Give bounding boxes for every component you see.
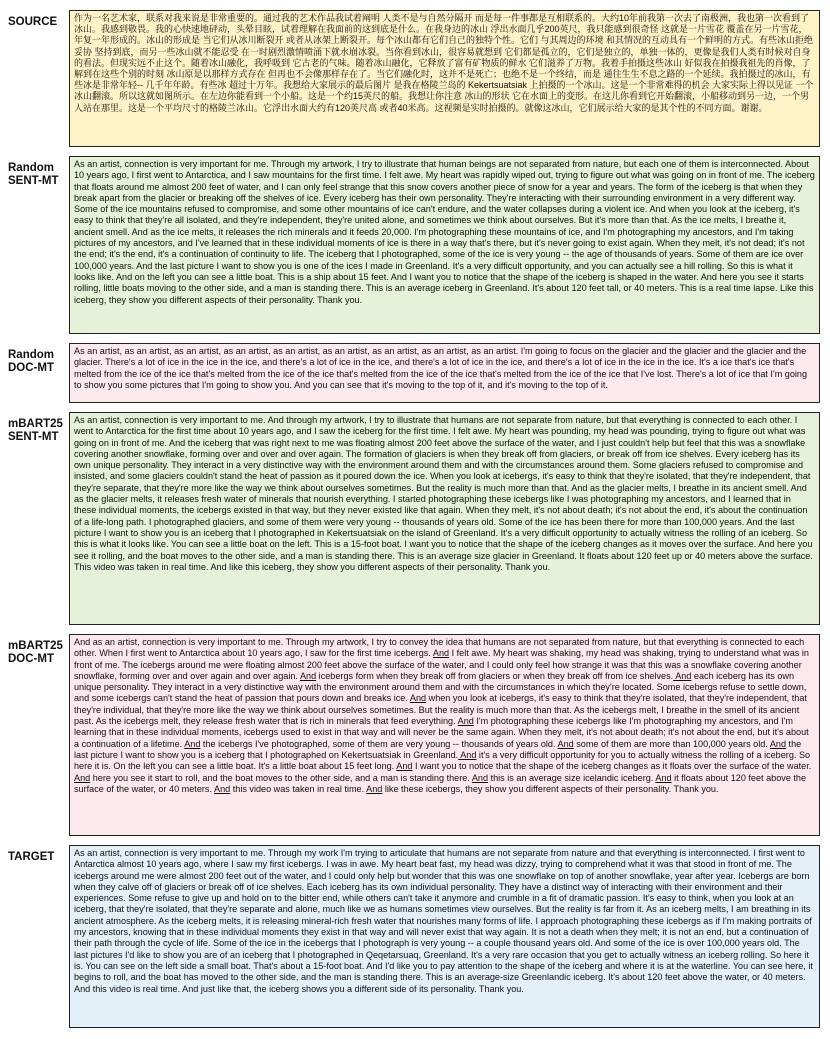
underlined-and: And [769,738,787,749]
row-label-random-doc-mt [8,343,69,375]
underlined-and: And [214,783,231,794]
label-line: Random [8,349,54,361]
random-sent-mt-text-box [69,156,820,334]
underlined-and: And [471,772,489,783]
underlined-and: And [557,738,574,749]
mbart25-doc-mt-text [74,637,815,795]
underlined-and: And [458,749,477,760]
row-label-target [8,845,69,864]
row-target [8,845,820,1028]
text-segment: like these icebergs, they show you different aspects of their personality. Thank you. [382,783,719,794]
text-segment: this is an average size icelandic iceberg. [488,772,656,783]
text-segment: it floats about 120 feet above the surface of the water, or 40 meters. [74,772,807,794]
random-sent-mt-text: As an artist, connection is very important for me. Through my artwork, I try to illustrate that human beings are not separated from nature, but each one of them is interconnected. About 10 years ago, I first went to Antarctica, and I saw mountains for the first time. I felt awe. My heart was rapidly wiped out, trying to figure out what was going on in front of me. The iceberg that floats around me almost 200 feet of water, and I can only feel strange that this snow covers another piece of snow for a year and years. The form of the iceberg is that when they break apart from the glacier or breaking off the shelves of ice. Every iceberg has their own personality. They're interacting with their surrounding environment in a very different way. Some of the ice mountains refused to compromise, and some other mountains of ice can't endure, and the water collapses during a violent ice. And when you look at the iceberg, it's easy to think that they're all isolated, and they're independent, they're united alone, and sometimes we think about ourselves. But it's more than that. As the ice melts, I breathe it, ancient smell. And as the ice melts, it releases the rich minerals and it feeds 20,000. I'm photographing these mountains of ice, and I'm photographing my ancestors, and I'm taking pictures of my ancestors, and I've learned that in these individual moments of ice is there in a way that's there, but it's never going to exist again. When they melt, it's not dead; it's not the end; it's the end, it's a continuation of continuity to life. The iceberg that I photographed, some of the ice is very young -- the age of thousands of years. Some of them are ice over 100,000 years. And the last picture I want to show you is one of the ices I made in Greenland. It's a very difficult opportunity, and you can actually see a hill rolling. So this is what it looks like. And on the left you can see a little boat. This is a ship about 15 feet. And I want you to notice that the shape of the iceberg is shaped in the water. And here you see it starts rolling, little boats moving to the other side, and a man is standing there. This is an average iceberg in Greenland. It's about 120 feet tall, or 40 meters. This is a real time lapse. Like this iceberg, they show you different aspects of their personality. Thank you. [74,159,815,305]
text-segment: this video was taken in real time. [230,783,367,794]
source-text: 作为一名艺术家，联系对我来说是非常重要的。通过我的艺术作品我试着阐明 人类不是与自然分隔开 而是每一件事都是互相联系的。大约10年前我第一次去了南极洲，我也第一次看到了冰山。我感到敬畏。我的心快速地砰动，头晕目眩，试着理解在我面前的这到底是什么。在我身边的冰山 浮出水面几乎200英尺，我只能感到很奇怪 这就是一片雪花 覆盖在另一片雪花，年复一年形成的。冰山的形成是 当它们从冰川断裂开 或者从冰架上断裂开。每个冰山都有它们自己的独特个性。它们 与其周边的环境 和其情况的互动具有一个鲜明的方式。有些冰山拒绝妥协 坚持到底，而另一些冰山就不能忍受 在一时剧烈激情喷涌下就水崩冰裂。当你看到冰山，很容易就想到 它们都是孤立的，它们是独立的，单独一体的，更像是我们人类有时候对自身的看法。但现实远不止这个。随着冰山融化，我呼吸到 它古老的气味。随着冰山融化，它释放了富有矿物质的鲜水 它们滋养了万物。我着手拍摄这些冰山 好似我在拍摄我祖先的肖像，了解到在这些个别的时刻 冰山原是以那样方式存在 但再也不会像那样存在了。当它们融化时，这并不是死亡；也绝不是一个终结，而是 通往生生不息之路的一个延续。我拍摄过的冰山，有些冰是非常年轻-- 几千年年龄。有些冰 超过十万年。我想给大家展示的最后图片 是我在格陵兰岛的 Kekertsuatsiak 上拍摄的一个冰山。这是一个非常难得的机会 大家实际上得以见证 一个冰山翻滚。所以这就如图所示。在左边你能看到一个小船。这是一个约15英尺的船。我想让你注意 冰山的形状 它在水面上的变形。在这儿你看到它开始翻滚，小船移动到另一边，一个男人站在那里。这是一个平均尺寸的格陵兰冰山。它浮出水面大约有120英尺高 或者40米高。这视频是实时拍摄的。就像这冰山，它们展示给大家的是其个性的不同方面。谢谢。 [74,13,814,113]
label-line: SENT-MT [8,431,59,443]
underlined-and: And [299,670,317,681]
row-random-sent-mt [8,156,820,334]
mbart25-doc-mt-text-box [69,634,820,836]
underlined-and: And [432,648,450,659]
label-line: SOURCE [8,16,58,28]
text-segment: here you see it start to roll, and the boat moves to the other side, and a man is standing there. [90,772,472,783]
target-text: As an artist, connection is very important to me. Through my work I'm trying to articulate that humans are not separate from nature and that everything is interconnected. I first went to Antarctica almost 10 years ago, where I saw my first icebergs. I was in awe. My heart beat fast, my head was dizzy, trying to comprehend what it was that stood in front of me. The icebergs around me were almost 200 feet out of the water, and I could only help but wonder that this was one snowflake on top of another snowflake, year after year. Icebergs are born when they calve off of glaciers or break off of ice shelves. Each iceberg has its own individual personality. They have a distinct way of interacting with their environment and their experiences. Some refuse to give up and hold on to the bitter end, while others can't take it anymore and crumble in a fit of dramatic passion. It's easy to think, when you look at an iceberg, that they're isolated, that they're separate and alone, much like we as humans sometimes view ourselves. But the reality is far from it. As an iceberg melts, I am breathing in its ancient atmosphere. As the iceberg melts, it is releasing mineral-rich fresh water that nourishes many forms of life. I approach photographing these icebergs as if I'm making portraits of my ancestors, knowing that in these individual moments they exist in that way and will never exist that way again. It is not a death when they melt; it is not an end, but a continuation of their path through the cycle of life. Some of the ice in the icebergs that I photograph is very young -- a couple thousand years old. And some of the ice is over 100,000 years old. The last pictures I'd like to show you are of an iceberg that I photographed in Qeqetarsuaq, Greenland. It's a very rare occasion that you get to actually witness an iceberg rolling. So here it is. You can see on the left side a small boat. That's about a 15-foot boat. And I'd like you to pay attention to the shape of the iceberg and where it is at the waterline. You can see here, it begins to roll, and the boat has moved to the other side, and the man is standing there. This is an average-size Greenlandic iceberg. It's about 120 feet above the water, or 40 meters. And this video is real time. And just like that, the iceberg shows you a different side of its personality. Thank you. [74,848,813,994]
text-segment: I felt awe. My heart was shaking, my head was shaking, trying to understand what was in front of me. The icebergs around me were floating almost 200 feet above the surface of the water, and I could only feel how strange it was that this was a snowflake covering another snowflake, forming over and over again and over again. [74,648,809,681]
text-segment: some of them are more than 100,000 years old. [573,738,770,749]
row-mbart25-doc-mt [8,634,820,836]
underlined-and: And [655,772,672,783]
row-mbart25-sent-mt [8,412,820,625]
text-segment: the icebergs I've photographed, some of them are very young -- thousands of years old. [200,738,558,749]
text-segment: I want you to notice that the shape of the iceberg changes as it floats over the surface of the water. [412,761,812,772]
label-line: DOC-MT [8,362,54,374]
random-doc-mt-text-box [69,343,820,403]
text-segment: the last picture I want to show you is a iceberg that I photographed on Kekertsuatsiak in Greenland. [74,738,802,760]
underlined-and: And [74,772,91,783]
row-label-mbart25-sent-mt [8,412,69,444]
label-line: TARGET [8,851,55,863]
row-random-doc-mt [8,343,820,403]
text-segment: And as an artist, connection is very important to me. Through my artwork, I try to convey the idea that humans are not separated from nature, but that everything is connected to each other. When I first went to Antarctica about 10 years ago, I saw for the first time icebergs. [74,637,805,659]
underlined-and: And [409,693,427,704]
source-text-box [69,10,820,147]
label-line: mBART25 [8,418,63,430]
text-segment: it's a very difficult opportunity for you to actually witness the rolling of a iceberg. So here it is. On the left you can see a little boat. It's a little boat about 15 feet long. [74,749,811,772]
underlined-and: And [396,761,413,772]
label-line: Random [8,162,54,174]
label-line: mBART25 [8,640,63,652]
label-line: SENT-MT [8,175,59,187]
text-segment: each iceberg has its own unique personality. They interact in a very distinctive way with the environment around them and with the circumstances in which they're located. Some icebergs refuse to settle down, and some icebergs can't stand the heat of passion that pours down and breaks ice. [74,670,807,704]
underlined-and: And [366,783,383,794]
target-text-box [69,845,820,1028]
underlined-and: And [673,670,692,681]
text-segment: I'm photographing these icebergs like I'm photographing my ancestors, and I'm learning that in these individual moments, icebergs used to exist in that way and will never be the same again. When they melt, it's not about death; it's not about the end, but it's about a continuation of a lifetime. [74,716,809,749]
underlined-and: And [184,738,201,749]
row-label-source [8,10,69,29]
row-label-random-sent-mt [8,156,69,188]
text-segment: when you look at icebergs, it's easy to think that they're isolated, that they're independent, that they're individual, that they're more like the way we think about ourselves sometimes. But the reality is much more than that. As the icebergs melt, I breathe in the smell of its ancient past. As the icebergs melt, they release fresh water that is rich in minerals that feed everything. [74,693,807,727]
label-line: DOC-MT [8,653,54,665]
mbart25-sent-mt-text: As an artist, connection is very important to me. And through my artwork, I try to illustrate that humans are not separate from nature, but that everything is connected to each other. I went to Antarctica for the first time about 10 years ago, and I saw the iceberg for the first time. I felt awe. My heart was pounding, my head was pounding, trying to figure out what was going on in front of me. And the iceberg that was right next to me was floating almost 200 feet above the surface of the water, and I just couldn't help but feel that this was a snowflake covering another snowflake, forming over and over and over again. The formation of glaciers is when they break off from glaciers, or break off from ice shelves. Every iceberg has its own unique personality. They interact in a very distinctive way with the environment around them and with the circumstances around them. Some glaciers refused to compromise and insisted, and some glaciers couldn't stand the heat of passion as it poured down the ice. When you look at icebergs, it's easy to think that they're isolated, that they're independent, that they're separate, that they're more like the way we think about ourselves sometimes. But the reality is much more than that. And as the glacier melts, I breathe in its ancient smell. And as the glacier melts, it releases fresh water of minerals that nourish everything. I started photographing these icebergs like I was photographing my ancestors, and I learned that in these individual moments, the icebergs existed in that way, but they never existed like that again. When they melt, it's not about death; it's not about the end, it's about the continuation of a life-long path. I photographed glaciers, and some of them were very young -- thousands of years old. Some of the ice has been there for more than 100,000 years. And the last picture I want to show you is an iceberg that I photographed in Kekertsuatsiak on the island of Greenland. It's a very difficult opportunity to actually witness the rolling of an iceberg. So this is what it looks like. You can see a little boat on the left. This is a 15-foot boat. I want you to notice that the shape of the iceberg changes as it moves over the surface. And here you see it rolling, and the boat moves to the other side, and a man is standing there. This is an average size glacier in Greenland. It floats about 120 feet up or 40 meters above the surface. This video was taken in real time. And like this iceberg, they show you different aspects of their personality. Thank you. [74,415,813,572]
random-doc-mt-text: As an artist, as an artist, as an artist, as an artist, as an artist, as an artist, as an artist, as an artist, as an artist. I'm going to focus on the glacier and the glacier and the glacier and the glacier. There's a lot of ice in the ice in the ice, and there's a lot of ice in the ice, and there's a lot of ice in the ice, and there's a lot of ice in the ice in the ice. It's a ice that's ice that's melted from the ice of the ice that's melted from the ice of the ice that's melted from the ice of the ice that's melted from the ice of the ice that I've lost. There's a lot of ice that I'm going to show you some pictures that I'm going to show you. And you can see that it's moving to the top of it, and it's moving to the top of it. [74,346,808,390]
text-segment: icebergs form when they break off from glaciers or when they break off from ice shelves. [316,670,674,681]
row-label-mbart25-doc-mt [8,634,69,666]
row-source [8,10,820,147]
underlined-and: And [457,716,474,727]
mbart25-sent-mt-text-box [69,412,820,625]
